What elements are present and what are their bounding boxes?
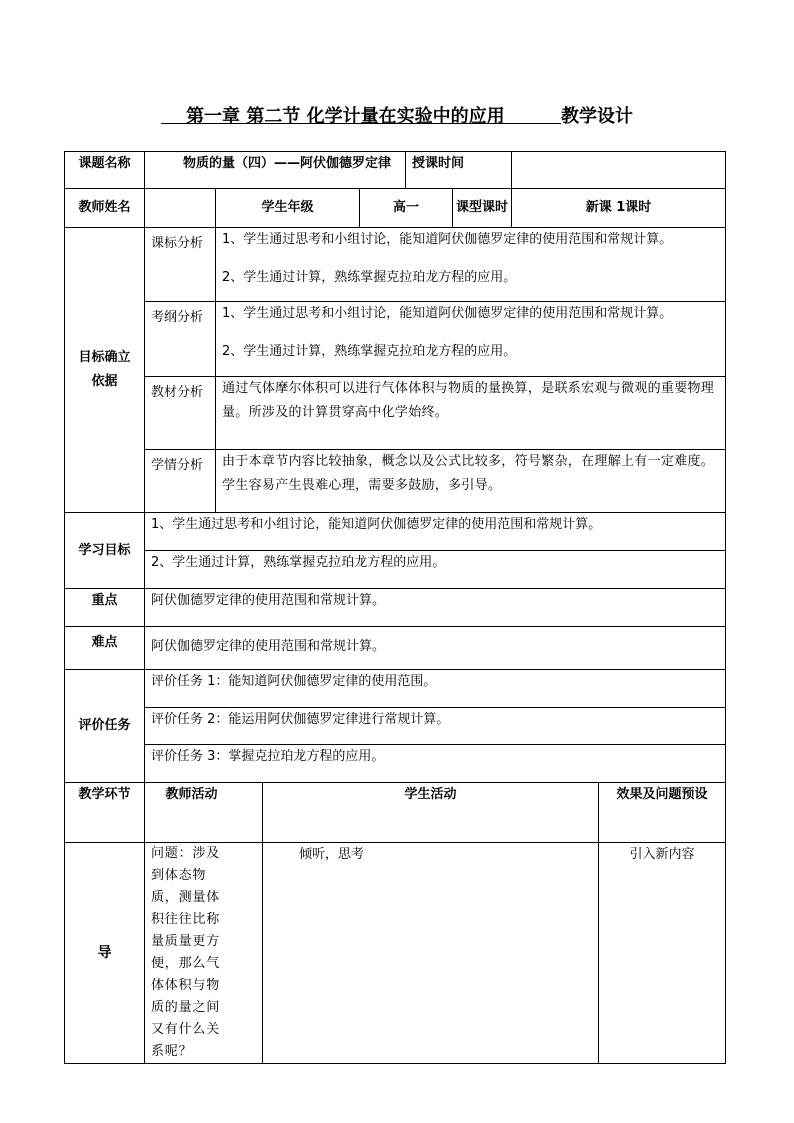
- objective-item: 2、学生通过计算，熟练掌握克拉珀龙方程的应用。: [145, 551, 726, 589]
- basis-sub-label: 课标分析: [145, 228, 216, 302]
- objectives-label: 学习目标: [65, 513, 145, 589]
- basis-sub-label: 学情分析: [145, 450, 216, 513]
- basis-label: 目标确立依据: [65, 228, 145, 513]
- title-chapter: 第一章 第二节 化学计量在实验中的应用: [186, 106, 505, 127]
- objective-row-2: [65, 551, 726, 589]
- basis-row-3: [65, 377, 726, 450]
- grade-label: 学生年级: [216, 189, 360, 228]
- objective-row-1: [65, 513, 726, 551]
- title-underlined: [161, 106, 561, 127]
- process-header-teacher: 教师活动: [145, 783, 263, 843]
- basis-row-4: [65, 450, 726, 513]
- process-header-student: 学生活动: [263, 783, 599, 843]
- process-stage: 导: [65, 843, 145, 1064]
- lesson-plan-grid: [64, 151, 726, 1064]
- process-header-stage: 教学环节: [65, 783, 145, 843]
- class-time-label: 授课时间: [406, 152, 512, 189]
- basis-content: 由于本章节内容比较抽象，概念以及公式比较多，符号繁杂，在理解上有一定难度。学生容易产生畏难心理，需要多鼓励，多引导。: [216, 450, 726, 513]
- info-row-topic: [65, 152, 726, 189]
- topic-label: 课题名称: [65, 152, 145, 189]
- process-header-effect: 效果及问题预设: [599, 783, 726, 843]
- evaluation-row-2: [65, 708, 726, 745]
- lesson-type-value: 新课 1课时: [512, 189, 726, 228]
- process-student-activity: 倾听，思考: [263, 843, 599, 1064]
- key-point-label: 重点: [65, 589, 145, 627]
- lesson-type-label: 课型课时: [453, 189, 512, 228]
- basis-line: 2、学生通过计算，熟练掌握克拉珀龙方程的应用。: [222, 344, 517, 359]
- basis-content: [216, 302, 726, 377]
- basis-row-1: [65, 228, 726, 302]
- title-trail-pad: [505, 106, 561, 127]
- evaluation-row-3: [65, 745, 726, 783]
- process-effect: 引入新内容: [599, 843, 726, 1064]
- basis-sub-label: 考纲分析: [145, 302, 216, 377]
- basis-content: [216, 228, 726, 302]
- key-point-row: [65, 589, 726, 627]
- teacher-value: [145, 189, 216, 228]
- difficulty-value: 阿伏伽德罗定律的使用范围和常规计算。: [145, 627, 726, 670]
- evaluation-label: 评价任务: [65, 670, 145, 783]
- basis-row-2: [65, 302, 726, 377]
- basis-line: 1、学生通过思考和小组讨论，能知道阿伏伽德罗定律的使用范围和常规计算。: [222, 306, 673, 321]
- difficulty-label: 难点: [65, 627, 145, 670]
- evaluation-item: 评价任务 1：能知道阿伏伽德罗定律的使用范围。: [145, 670, 726, 708]
- basis-line: 1、学生通过思考和小组讨论，能知道阿伏伽德罗定律的使用范围和常规计算。: [222, 232, 673, 247]
- teacher-label: 教师姓名: [65, 189, 145, 228]
- basis-sub-label: 教材分析: [145, 377, 216, 450]
- grade-value: 高一: [360, 189, 453, 228]
- key-point-value: 阿伏伽德罗定律的使用范围和常规计算。: [145, 589, 726, 627]
- info-row-teacher: [65, 189, 726, 228]
- evaluation-item: 评价任务 2：能运用阿伏伽德罗定律进行常规计算。: [145, 708, 726, 745]
- basis-line: 2、学生通过计算，熟练掌握克拉珀龙方程的应用。: [222, 270, 517, 285]
- document-title: [0, 104, 794, 130]
- basis-content: 通过气体摩尔体积可以进行气体体积与物质的量换算，是联系宏观与微观的重要物理量。所涉及的计算贯穿高中化学始终。: [216, 377, 726, 450]
- title-lead-pad: [161, 106, 186, 127]
- difficulty-row: [65, 627, 726, 670]
- process-header-row: [65, 783, 726, 843]
- evaluation-item: 评价任务 3：掌握克拉珀龙方程的应用。: [145, 745, 726, 783]
- title-suffix: 教学设计: [561, 106, 634, 127]
- topic-value: 物质的量（四）——阿伏伽德罗定律: [145, 152, 406, 189]
- class-time-value: [512, 152, 726, 189]
- process-teacher-activity: 问题：涉及到体态物质，测量体积往往比称量质量更方便，那么气体体积与物质的量之间又有什么关系呢？: [145, 843, 263, 1064]
- evaluation-row-1: [65, 670, 726, 708]
- process-row: [65, 843, 726, 1064]
- objective-item: 1、学生通过思考和小组讨论，能知道阿伏伽德罗定律的使用范围和常规计算。: [145, 513, 726, 551]
